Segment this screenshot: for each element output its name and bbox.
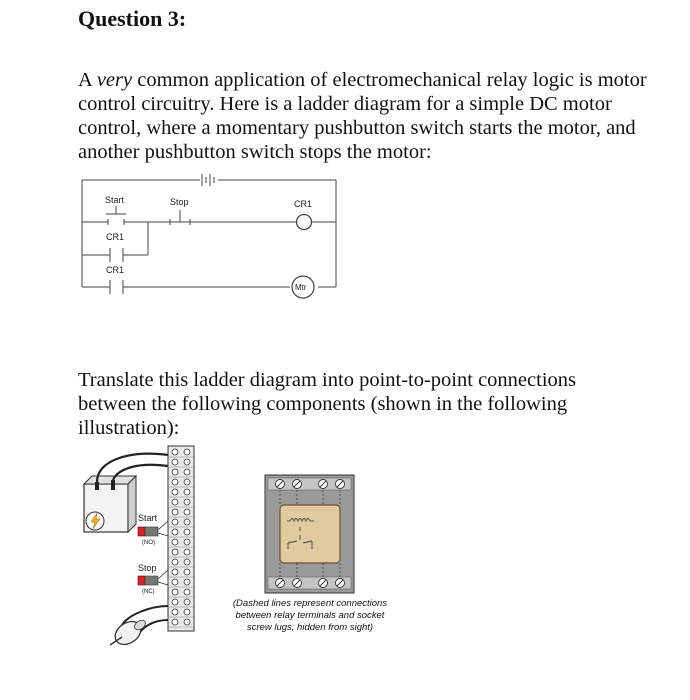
ladder-cr1-coil-label: CR1 (294, 199, 313, 209)
terminal-screw (172, 579, 178, 585)
terminal-screw (172, 559, 178, 565)
instruction-paragraph: Translate this ladder diagram into point-to-point connections between the following components (shown in the following illustration): (78, 369, 576, 439)
terminal-screw (184, 509, 190, 515)
illustration-stop-type: (NC) (142, 589, 155, 595)
terminal-screw (172, 569, 178, 575)
terminal-screw (172, 539, 178, 545)
terminal-screw (184, 459, 190, 465)
terminal-screw (184, 569, 190, 575)
terminal-screw (172, 529, 178, 535)
terminal-screw (184, 619, 190, 625)
terminal-screw (172, 599, 178, 605)
motor-component (110, 606, 168, 649)
terminal-screw (184, 519, 190, 525)
ladder-start-label: Start (105, 195, 125, 205)
terminal-screw (172, 619, 178, 625)
terminal-screw (172, 449, 178, 455)
terminal-screw (172, 489, 178, 495)
ladder-cr1-contact1-label: CR1 (106, 232, 125, 242)
ladder-stop-label: Stop (170, 197, 189, 207)
terminal-screw (172, 459, 178, 465)
terminal-screw (172, 499, 178, 505)
start-pushbutton-component (138, 521, 168, 536)
terminal-screw (184, 479, 190, 485)
relay-socket-component (265, 475, 354, 593)
dashed-lines-note: (Dashed lines represent connections between relay terminals and socket screw lugs, hidden from sight) (232, 598, 388, 633)
terminal-screw (172, 509, 178, 515)
terminal-screw (184, 589, 190, 595)
terminal-screw (184, 469, 190, 475)
terminal-screw (172, 549, 178, 555)
ladder-motor-label: Mtr (295, 283, 307, 292)
terminal-screw (184, 449, 190, 455)
intro-emphasis: very (96, 69, 133, 91)
terminal-screw (172, 589, 178, 595)
terminal-screw (172, 609, 178, 615)
terminal-screw (172, 519, 178, 525)
terminal-screw (184, 539, 190, 545)
terminal-screw (184, 489, 190, 495)
relay-body (280, 505, 340, 563)
terminal-screw (172, 469, 178, 475)
terminal-screw (184, 529, 190, 535)
illustration-stop-label: Stop (138, 563, 157, 573)
illustration-start-label: Start (138, 513, 158, 523)
terminal-screw (184, 559, 190, 565)
terminal-screw (184, 579, 190, 585)
intro-rest: common application of electromechanical relay logic is motor control circuitry. Here is a ladder diagram for a simple DC motor control, where a momentary pushbutton switch starts the motor, and another pushbutton switch stops the motor: (78, 69, 647, 163)
battery-component (84, 476, 136, 532)
terminal-screw (184, 549, 190, 555)
ladder-cr1-contact2-label: CR1 (106, 265, 125, 275)
illustration-start-type: (NO) (142, 540, 155, 546)
terminal-screw (184, 499, 190, 505)
terminal-screw (172, 479, 178, 485)
terminal-screw (184, 599, 190, 605)
terminal-strip (168, 446, 194, 631)
question-title: Question 3: (78, 6, 187, 31)
terminal-screw (184, 609, 190, 615)
intro-prefix: A (78, 69, 97, 91)
